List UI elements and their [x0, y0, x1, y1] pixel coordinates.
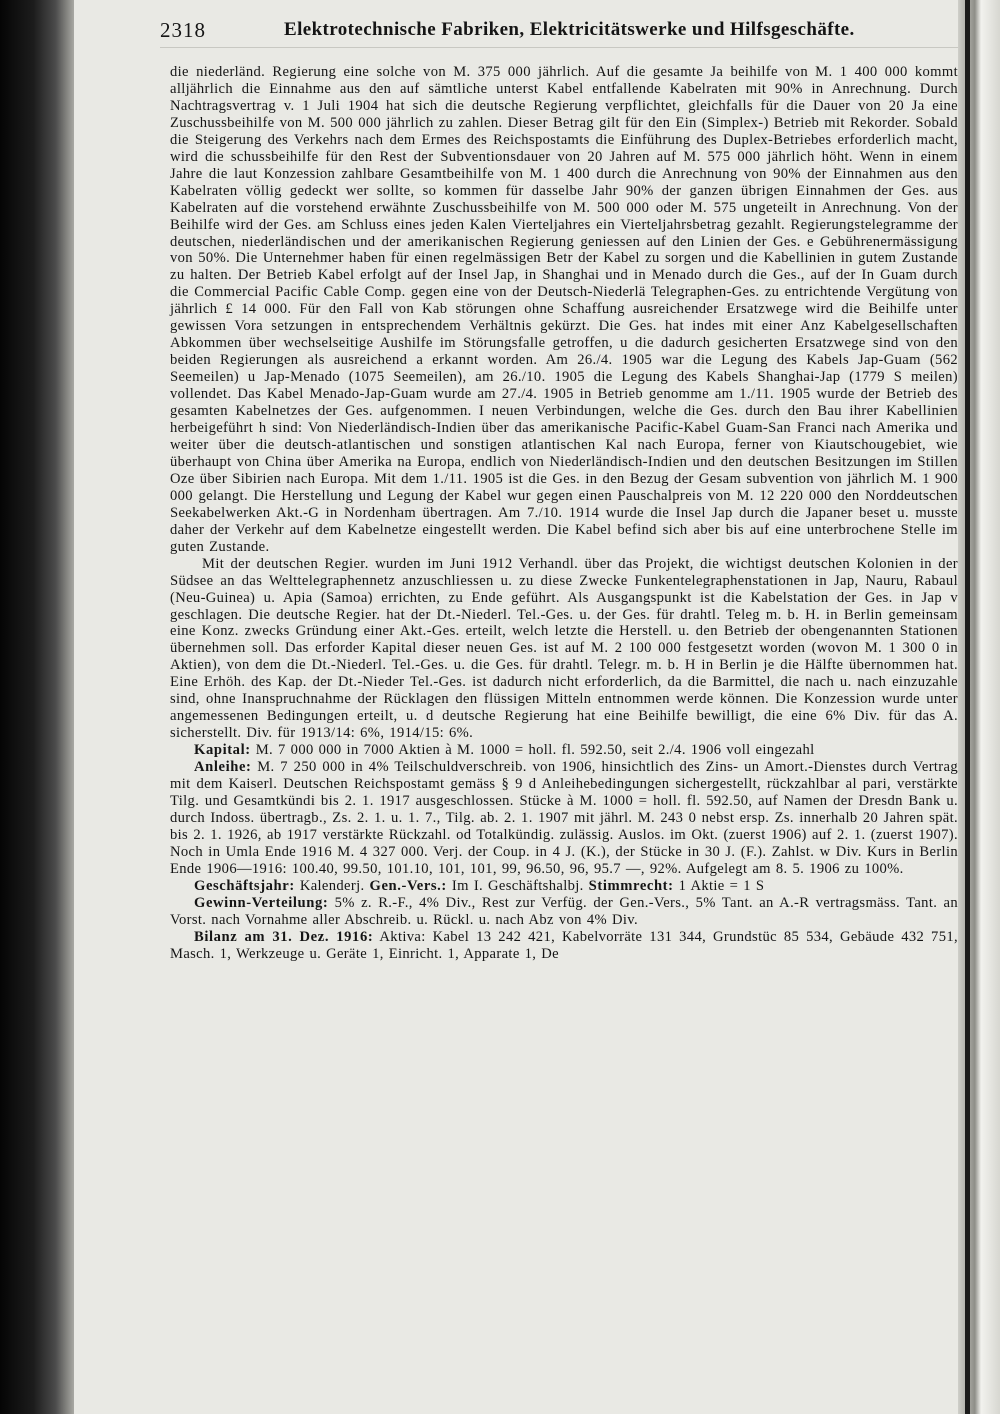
- gewinn-label: Gewinn-Verteilung:: [194, 894, 329, 911]
- bilanz-label: Bilanz am 31. Dez. 1916:: [194, 928, 374, 945]
- page-header: [160, 12, 958, 48]
- geschaeftsjahr-text: Kalenderj.: [299, 877, 365, 894]
- header-rule: [160, 47, 958, 48]
- section-anleihe: [170, 759, 958, 878]
- geschaeftsjahr-label: Geschäftsjahr:: [194, 877, 295, 894]
- kapital-text: M. 7 000 000 in 7000 Aktien à M. 1000 = holl. fl. 592.50, seit 2./4. 1906 voll eingezahl: [255, 742, 815, 759]
- anleihe-text: M. 7 250 000 in 4% Teilschuldverschreib. von 1906, hinsichtlich des Zins- un Amort.-Dienstes durch Vertrag mit dem Kaiserl. Deutschen Reichspostamt gemäss § 9 d Anleihebedingungen sichergestellt, rückzahlbar al pari, verstärkte Tilg. und Gesamtkündi bis 2. 1. 1917 ausgeschlossen. Stücke à M. 1000 = holl. fl. 592.50, auf Namen der Dresdn Bank u. durch Indoss. übertragb., Zs. 2. 1. u. 1. 7., Tilg. ab. 2. 1. 1907 mit jährl. M. 243 0 nebst ersp. Zs. innerhalb 20 Jahren spät. bis 2. 1. 1926, ab 1917 verstärkte Rückzahl. od Totalkündig. zulässig. Auslos. im Okt. (zuerst 1906) auf 2. 1. (zuerst 1907). Noch in Umla Ende 1916 M. 4 327 000. Verj. der Coup. in 4 J. (K.), der Stücke in 30 J. (F.). Zahlst. w Div. Kurs in Berlin Ende 1906—1916: 100.40, 99.50, 101.10, 101, 101, 99, 96.50, 96, 95.7 —, 92%. Aufgelegt am 8. 5. 1906 zu 100%.: [170, 759, 958, 877]
- stimmrecht-label: Stimmrecht:: [588, 877, 674, 894]
- gen-vers-label: Gen.-Vers.:: [369, 877, 447, 894]
- document-body: [170, 64, 958, 963]
- section-geschaeftsjahr: [170, 878, 958, 895]
- page-edge-dark-line: [965, 0, 970, 1414]
- document-page: [160, 12, 958, 1408]
- kapital-label: Kapital:: [194, 742, 251, 759]
- page-number: 2318: [160, 17, 206, 42]
- gen-vers-text: Im I. Geschäftshalbj.: [451, 877, 584, 894]
- gewinn-text: 5% z. R.-F., 4% Div., Rest zur Verfüg. der Gen.-Vers., 5% Tant. an A.-R vertragsmäss. Tant. an Vorst. nach Vornahme aller Abschreib. u. Rückl. u. nach Abz von 4% Div.: [170, 894, 958, 928]
- paragraph-radio-stations: Mit der deutschen Regier. wurden im Juni 1912 Verhandl. über das Projekt, die wichtigst deutschen Kolonien in der Südsee an das Welttelegraphennetz anzuschliessen u. zu diese Zwecke Funkentelegraphenstationen in Jap, Nauru, Rabaul (Neu-Guinea) u. Apia (Samoa) errichten, zu Ende geführt. Als Ausgangspunkt ist die Kabelstation der Ges. in Jap v geschlagen. Die deutsche Regier. hat der Dt.-Niederl. Tel.-Ges. u. der Ges. für drahtl. Teleg m. b. H. in Berlin gemeinsam eine Konz. zwecks Gründung einer Akt.-Ges. erteilt, welch letzte die Herstell. u. den Betrieb der obengenannten Stationen übernehmen soll. Das erforder Kapital dieser neuen Ges. ist auf M. 2 100 000 festgesetzt worden (wovon M. 1 300 0 in Aktien), von dem die Dt.-Niederl. Tel.-Ges. u. die Ges. für drahtl. Telegr. m. b. H in Berlin je die Hälfte übernommen hat. Eine Erhöh. des Kap. der Dt.-Nieder Tel.-Ges. ist dadurch nicht erforderlich, da die Barmittel, die nach u. nach einzuzahle sind, ohne Inanspruchnahme der Rücklagen den flüssigen Mitteln entnommen werde können. Die Konzession wurde unter angemessenen Bedingungen erteilt, u. d deutsche Regierung hat eine Beihilfe bewilligt, die eine 6% Div. für das A. sicherstellt. Div. für 1913/14: 6%, 1914/15: 6%.: [170, 555, 958, 742]
- section-gewinn-verteilung: [170, 895, 958, 929]
- section-kapital: [170, 742, 958, 759]
- section-bilanz: [170, 929, 958, 963]
- stimmrecht-text: 1 Aktie = 1 S: [678, 877, 765, 894]
- bilanz-text: Aktiva: Kabel 13 242 421, Kabelvorräte 131 344, Grundstüc 85 534, Gebäude 432 751, Masch. 1, Werkzeuge u. Geräte 1, Einricht. 1, Apparate 1, De: [170, 928, 958, 962]
- book-binding-shadow: [0, 0, 74, 1414]
- running-head: Elektrotechnische Fabriken, Elektricitätswerke und Hilfsgeschäfte.: [284, 19, 855, 40]
- anleihe-label: Anleihe:: [194, 759, 252, 776]
- paragraph-cable-concession: die niederländ. Regierung eine solche von M. 375 000 jährlich. Auf die gesamte Ja beihilfe von M. 1 400 000 kommt alljährlich die Einnahme aus den auf sämtliche unterst Kabel entfallende Kabelraten mit 90% in Anrechnung. Durch Nachtragsvertrag v. 1 Juli 1904 hat sich die deutsche Regierung verpflichtet, gleichfalls für die Dauer von 20 Ja eine Zuschussbeihilfe von M. 500 000 jährlich zu zahlen. Dieser Betrag gilt für den Ein (Simplex-) Betrieb mit Rekorder. Sobald die Steigerung des Verkehrs nach dem Ermes des Reichspostamts die Einführung des Duplex-Betriebes erforderlich macht, wird die schussbeihilfe für den Rest der Subventionsdauer von 20 Jahren auf M. 575 000 jährlich höht. Wenn in einem Jahre die laut Konzession zahlbare Gesamtbeihilfe von M. 1 400 durch die Anrechnung von 90% der Einnahmen aus den Kabelraten völlig gedeckt wer sollte, so kommen für dasselbe Jahr 90% der ganzen übrigen Einnahmen der Ges. aus Kabelraten auf die vorstehend erwähnte Zuschussbeihilfe von M. 500 000 oder M. 575 ungeteilt in Anrechnung. Von der Beihilfe wird der Ges. am Schluss eines jeden Kalen Vierteljahres ein Vierteljahrsbetrag gezahlt. Regierungstelegramme der deutschen, niederländischen und der amerikanischen Regierung geniessen auf den Linien der Ges. e Gebührenermässigung von 50%. Die Unternehmer haben für einen regelmässigen Betr der Kabel zu sorgen und die Kabellinien in gutem Zustande zu halten. Der Betrieb Kabel erfolgt auf der Insel Jap, in Shanghai und in Menado durch die Ges., auf der In Guam durch die Commercial Pacific Cable Comp. gegen eine von der Deutsch-Niederlä Telegraphen-Ges. zu entrichtende Vergütung von jährlich £ 14 000. Für den Fall von Kab störungen ohne Schaffung ausreichender Ersatzwege wird die Beihilfe unter gewissen Vora setzungen in entsprechendem Verhältnis gekürzt. Die Ges. hat indes mit einer Anz Kabelgesellschaften Abkommen über wechselseitige Aushilfe im Störungsfalle getroffen, u die dadurch gesicherten Ersatzwege sind von den beiden Regierungen als ausreichend a erkannt worden. Am 26./4. 1905 war die Legung des Kabels Jap-Guam (562 Seemeilen) u Jap-Menado (1075 Seemeilen), am 26./10. 1905 die Legung des Kabels Shanghai-Jap (1779 S meilen) vollendet. Das Kabel Menado-Jap-Guam wurde am 27./4. 1905 in Betrieb genomme am 1./11. 1905 wurde der Betrieb des gesamten Kabelnetzes der Ges. aufgenommen. I neuen Verbindungen, welche die Ges. durch den Bau ihrer Kabellinien herbeigeführt h sind: Von Niederländisch-Indien über das amerikanische Pacific-Kabel Guam-San Franci nach Amerika und weiter über die deutsch-atlantischen und sonstigen atlantischen Kal nach Europa, ferner von Kiautschougebiet, wie überhaupt von China über Amerika na Europa, endlich von Niederländisch-Indien und den deutschen Besitzungen im Stillen Oze über Sibirien nach Europa. Mit dem 1./11. 1905 ist die Ges. in den Bezug der Gesam subvention von jährlich M. 1 900 000 gelangt. Die Herstellung und Legung der Kabel wur gegen einen Pauschalpreis von M. 12 220 000 den Norddeutschen Seekabelwerken Akt.-G in Nordenham übertragen. Am 7./10. 1914 wurde die Insel Jap durch die Japaner beset u. musste daher der Verkehr auf dem Kabelnetze eingestellt werden. Die Kabel befind sich aber bis auf eine unterbrochene Stelle im guten Zustande.: [170, 64, 958, 555]
